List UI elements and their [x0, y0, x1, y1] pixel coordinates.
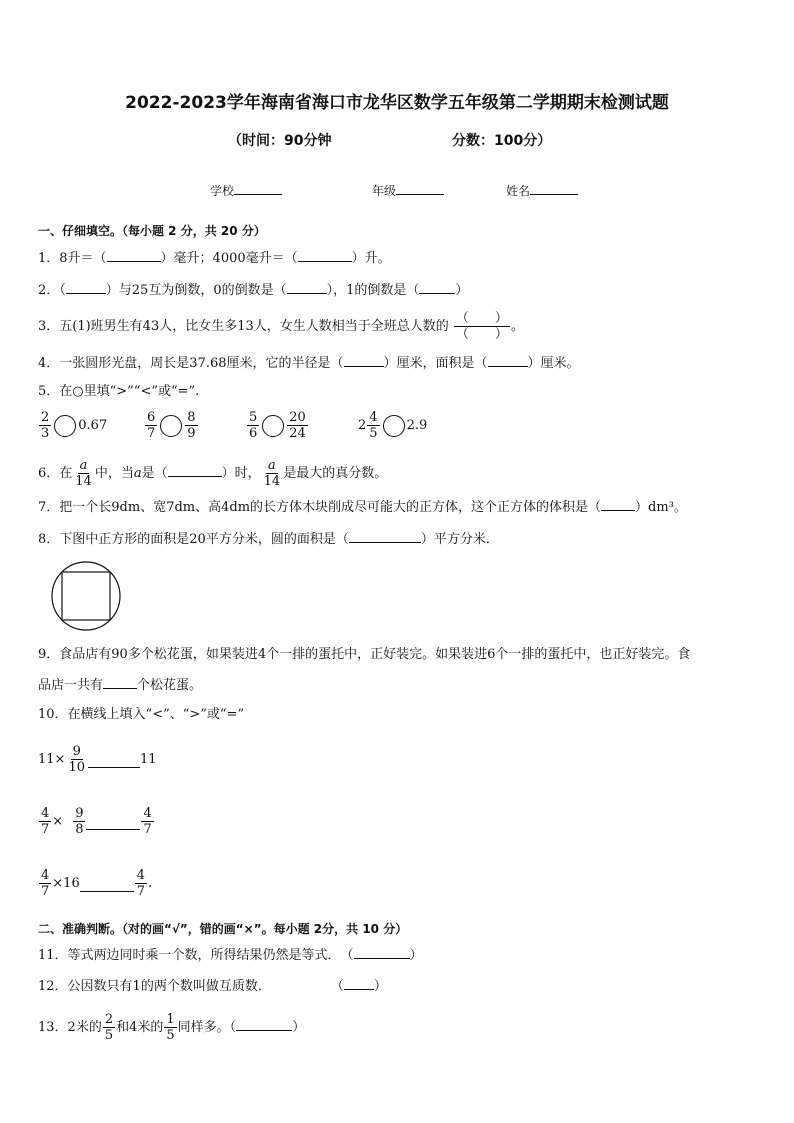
numerator: a [79, 458, 88, 473]
denominator: 5 [369, 426, 378, 441]
question-10: 10．在横线上填入“<”、“>”或“=” [38, 707, 245, 722]
q3-end: 。 [510, 319, 524, 334]
q3-denominator[interactable]: （ ） [455, 327, 508, 342]
q10-row1-left: 11× [38, 752, 66, 767]
q1-blank-1[interactable] [107, 249, 161, 262]
q7-text-b: ）dm³。 [635, 500, 687, 515]
numerator: 1 [166, 1012, 175, 1027]
numerator: 6 [147, 410, 156, 425]
q2-blank-1[interactable] [66, 281, 106, 294]
q12-blank[interactable] [344, 977, 374, 990]
q6-text-e: 是（ [141, 466, 168, 481]
q6-text-g: 是最大的真分数。 [283, 466, 388, 481]
numerator: 20 [289, 410, 306, 425]
denominator: 6 [249, 426, 258, 441]
numerator: 9 [72, 744, 81, 759]
q2-text-a: 2．（ [38, 283, 66, 298]
q2-blank-3[interactable] [419, 281, 455, 294]
denominator: 7 [143, 822, 152, 837]
square-in-circle-figure [48, 560, 124, 632]
denominator: 24 [289, 426, 306, 441]
q7-blank[interactable] [601, 498, 635, 511]
page-title: 2022-2023学年海南省海口市龙华区数学五年级第二学期期末检测试题 [125, 93, 669, 113]
school-label: 学校 [210, 184, 235, 198]
name-blank[interactable] [530, 182, 578, 195]
q13-text-c: 同样多。（ [177, 1020, 237, 1035]
denominator: 14 [263, 474, 281, 489]
section-1-heading: 一、仔细填空。（每小题 2 分，共 20 分） [38, 224, 266, 238]
q8-text-a: 8．下图中正方形的面积是20平方分米，圆的面积是（ [38, 532, 349, 547]
q4-text-b: ）厘米，面积是（ [383, 356, 488, 371]
q5-item-2 [144, 410, 199, 441]
q2-blank-2[interactable] [287, 281, 327, 294]
score-label: 分数：100分） [452, 133, 552, 149]
q13-text-b: 和4米的 [116, 1020, 164, 1035]
q6-variable: a [133, 466, 142, 481]
time-label: （时间：90分钟 [228, 133, 332, 149]
q6-text-a: 6．在 [38, 466, 73, 481]
question-3 [38, 311, 524, 342]
denominator: 7 [136, 884, 145, 899]
q4-blank-2[interactable] [488, 354, 528, 367]
question-13 [38, 1012, 305, 1043]
q9-blank[interactable] [103, 676, 137, 689]
q1-text-a: 1．8升＝（ [38, 251, 107, 266]
question-6 [38, 458, 387, 489]
compare-circle[interactable] [160, 415, 182, 437]
q5-item-1 [38, 410, 107, 441]
numerator: 4 [136, 868, 145, 883]
compare-circle[interactable] [383, 415, 405, 437]
numerator: 9 [75, 806, 84, 821]
q6-text-b: 中，当 [94, 466, 134, 481]
q9-text-b: 个松花蛋。 [137, 678, 203, 693]
q4-text-a: 4．一张圆形光盘，周长是37.68厘米，它的半径是（ [38, 356, 344, 371]
q10-row-3 [38, 868, 152, 899]
numerator: 8 [187, 410, 196, 425]
grade-field[interactable] [372, 182, 444, 199]
q8-blank[interactable] [349, 530, 421, 543]
school-blank[interactable] [234, 182, 282, 195]
q4-text-c: ）厘米。 [527, 356, 580, 371]
square-shape [62, 572, 110, 620]
q2-text-b: ）与25互为倒数，0的倒数是（ [105, 283, 287, 298]
q10-row3-operator: ×16 [52, 876, 80, 891]
q5-item-3 [246, 410, 309, 441]
question-5: 5．在○里填“>”“<”或“=”. [38, 384, 200, 399]
q5-item-4-right: 2.9 [406, 418, 428, 433]
q6-blank[interactable] [168, 464, 222, 477]
section-2-heading: 二、准确判断。（对的画“√”，错的画“×”。每小题 2分，共 10 分） [38, 922, 408, 936]
q7-text-a: 7．把一个长9dm、宽7dm、高4dm的长方体木块削成尽可能大的正方体，这个正方体的体积是（ [38, 500, 602, 515]
denominator: 9 [187, 426, 196, 441]
denominator: 14 [75, 474, 92, 489]
compare-circle[interactable] [262, 415, 284, 437]
name-label: 姓名 [506, 184, 531, 198]
q10-row-2 [38, 806, 155, 837]
numerator: 4 [369, 410, 378, 425]
question-9-line-2 [38, 676, 202, 695]
name-field[interactable] [506, 182, 578, 199]
q1-blank-2[interactable] [298, 249, 352, 262]
q13-blank[interactable] [236, 1018, 292, 1031]
denominator: 7 [147, 426, 156, 441]
q11-text-b: ） [409, 948, 423, 963]
whole-number: 2 [358, 418, 367, 433]
q10-row-1 [38, 744, 157, 775]
denominator: 10 [68, 760, 85, 775]
q12-text-b: （ [330, 979, 344, 994]
q10-row2-blank[interactable] [86, 828, 140, 830]
question-8 [38, 530, 499, 549]
numerator: 5 [249, 410, 258, 425]
q10-row1-right: 11 [139, 752, 157, 767]
q9-text-a: 品店一共有 [38, 678, 104, 693]
question-11 [38, 946, 423, 965]
school-field[interactable] [210, 182, 282, 199]
denominator: 7 [41, 822, 50, 837]
q5-item-4 [358, 410, 427, 441]
q10-row2-operator: × [52, 814, 64, 829]
q13-text-a: 13．2米的 [38, 1020, 102, 1035]
q6-text-f: ）时， [221, 466, 261, 481]
numerator: 2 [104, 1012, 114, 1027]
q10-row1-blank[interactable] [88, 766, 140, 768]
q8-text-b: ）平方分米． [420, 532, 499, 547]
numerator: a [268, 458, 276, 473]
q10-row3-blank[interactable] [80, 890, 134, 892]
q3-fraction-blank[interactable] [454, 311, 510, 342]
q2-text-c: ），1的倒数是（ [326, 283, 420, 298]
question-9-line-1: 9．食品店有90多个松花蛋，如果装进4个一排的蛋托中，正好装完。如果装进6个一排的蛋托中，也正好装完。食 [38, 647, 691, 662]
numerator: 4 [41, 806, 50, 821]
numerator: 4 [143, 806, 152, 821]
denominator: 5 [166, 1028, 175, 1043]
question-1 [38, 249, 391, 268]
numerator: 4 [41, 868, 50, 883]
compare-circle[interactable] [54, 415, 76, 437]
q11-blank[interactable] [354, 946, 410, 959]
question-4 [38, 354, 580, 373]
numerator: 2 [41, 410, 50, 425]
q1-text-c: ）升。 [351, 251, 391, 266]
denominator: 7 [41, 884, 50, 899]
q3-numerator[interactable]: （ ） [455, 311, 508, 326]
grade-label: 年级 [372, 184, 397, 198]
denominator: 5 [104, 1028, 114, 1043]
question-7 [38, 498, 687, 517]
q12-text-c: ） [373, 979, 387, 994]
grade-blank[interactable] [396, 182, 444, 195]
q10-row3-end: . [148, 876, 153, 891]
question-12 [38, 977, 387, 996]
q3-text: 3．五(1)班男生有43人，比女生多13人，女生人数相当于全班总人数的 [38, 319, 449, 334]
denominator: 8 [75, 822, 84, 837]
q1-text-b: ）毫升；4000毫升＝（ [160, 251, 298, 266]
question-2 [38, 281, 468, 300]
q5-item-1-right: 0.67 [78, 418, 108, 433]
q2-text-d: ） [455, 283, 469, 298]
denominator: 3 [41, 426, 50, 441]
q4-blank-1[interactable] [344, 354, 384, 367]
q12-text-a: 12．公因数只有1的两个数叫做互质数． [38, 979, 271, 994]
q13-text-d: ） [292, 1020, 306, 1035]
q11-text-a: 11．等式两边同时乘一个数，所得结果仍然是等式． （ [38, 948, 354, 963]
